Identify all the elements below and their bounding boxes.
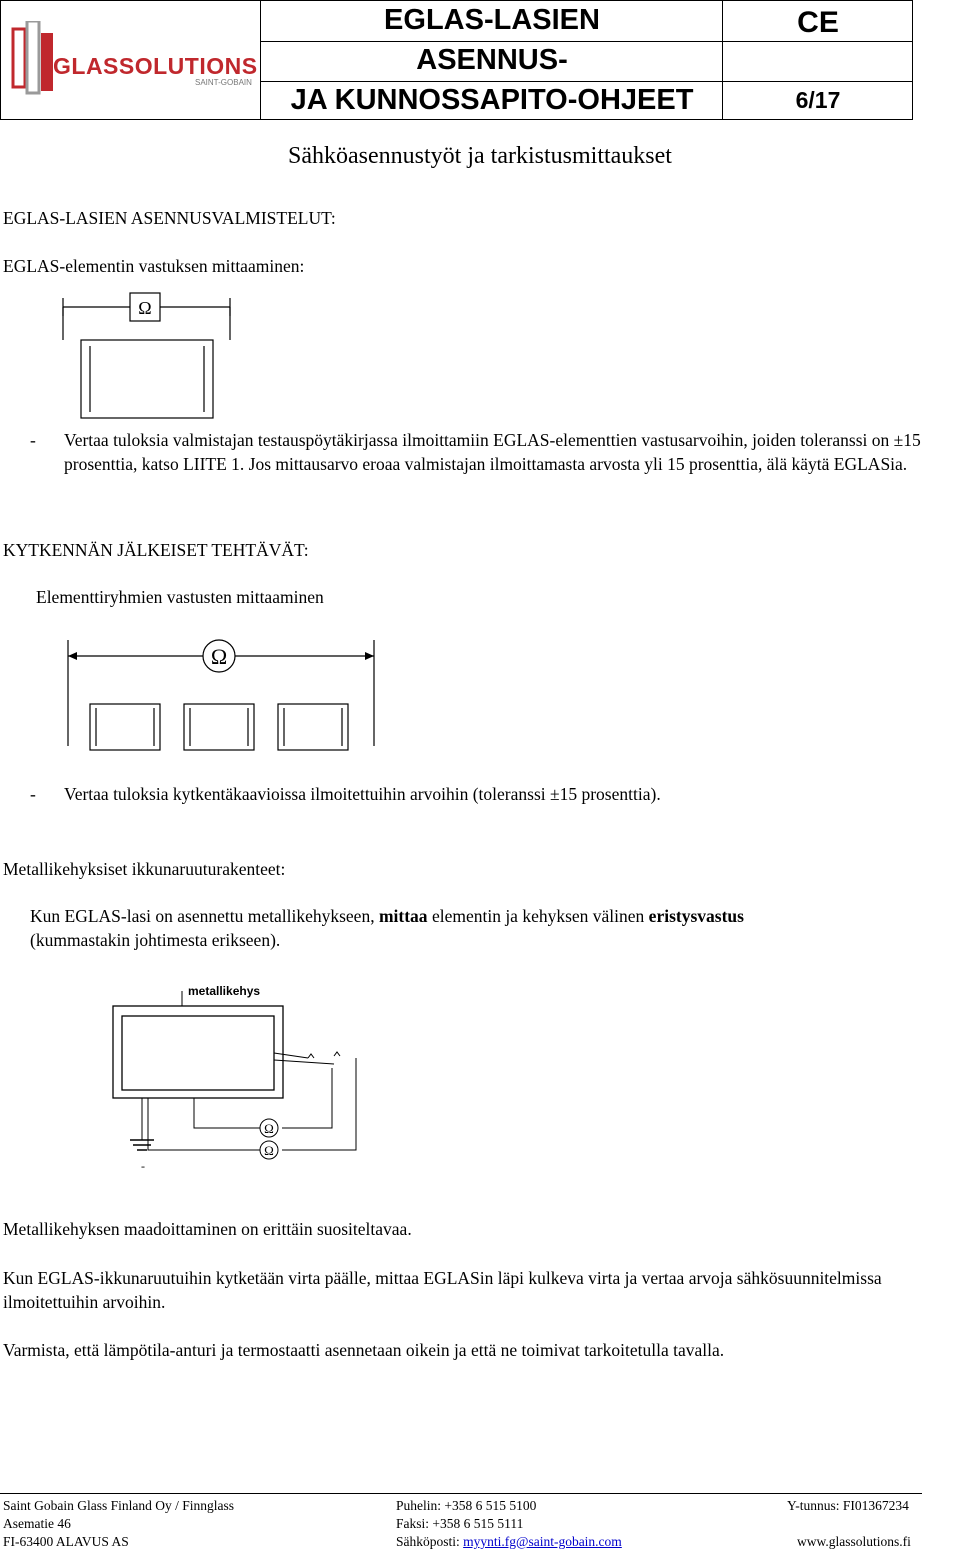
footer-email-link[interactable]: myynti.fg@saint-gobain.com bbox=[463, 1534, 622, 1549]
section1-text: Vertaa tuloksia valmistajan testauspöytäkirjassa ilmoittamiin EGLAS-elementtien vastusarvoihin, joiden toleranssi on ±15 prosenttia, katso LIITE 1. Jos mittausarvo eroaa valmistajan ilmoittamasta arvosta yli 15 prosenttia, älä käytä EGLASia. bbox=[64, 430, 921, 474]
footer-address: Asematie 46 bbox=[3, 1516, 71, 1531]
metallikehys-label: metallikehys bbox=[188, 984, 261, 998]
footer-phone: Puhelin: +358 6 515 5100 bbox=[396, 1498, 537, 1513]
section3-text: Kun EGLAS-lasi on asennettu metallikehykseen, mittaa elementin ja kehyksen välinen eristysvastus bbox=[30, 906, 744, 926]
section1-subheading: EGLAS-elementin vastuksen mittaaminen: bbox=[3, 256, 305, 276]
ohm-symbol: Ω bbox=[138, 298, 152, 318]
doc-title-line3: JA KUNNOSSAPITO-OHJEET bbox=[290, 84, 694, 116]
section3-p2: Kun EGLAS-ikkunaruutuihin kytketään virta päälle, mittaa EGLASin läpi kulkeva virta ja vertaa arvoja sähkösuunnitelmissa ilmoitettuihin arvoihin. bbox=[3, 1268, 882, 1312]
section2-text: Vertaa tuloksia kytkentäkaavioissa ilmoitettuihin arvoihin (toleranssi ±15 prosenttia). bbox=[64, 784, 661, 804]
section3-heading: Metallikehyksiset ikkunaruuturakenteet: bbox=[3, 859, 286, 879]
footer-email-label: Sähköposti: bbox=[396, 1534, 460, 1549]
group-resistance-diagram bbox=[60, 636, 380, 756]
element-resistance-diagram bbox=[58, 292, 238, 422]
section2-heading: KYTKENNÄN JÄLKEISET TEHTÄVÄT: bbox=[3, 540, 309, 560]
ohm-symbol: Ω bbox=[264, 1121, 274, 1136]
section3-text-cont: (kummastakin johtimesta erikseen). bbox=[30, 930, 281, 950]
doc-title-line1: EGLAS-LASIEN bbox=[384, 4, 600, 36]
logo-cell bbox=[1, 1, 261, 119]
header-divider bbox=[261, 41, 913, 42]
footer-email-row bbox=[396, 1533, 622, 1550]
footer-website[interactable]: www.glassolutions.fi bbox=[797, 1534, 911, 1549]
page-number: 6/17 bbox=[795, 87, 841, 113]
footer-postal: FI-63400 ALAVUS AS bbox=[3, 1534, 129, 1549]
ce-mark-icon bbox=[723, 1, 913, 41]
footer-divider bbox=[0, 1493, 922, 1494]
ce-mark bbox=[723, 1, 913, 41]
bullet-dash: - bbox=[30, 430, 36, 450]
section3-p3: Varmista, että lämpötila-anturi ja termostaatti asennetaan oikein ja että ne toimivat tarkoitetulla tavalla. bbox=[3, 1340, 725, 1360]
ohm-symbol: Ω bbox=[210, 644, 228, 669]
logo-text: GLASSOLUTIONS bbox=[53, 53, 258, 79]
document-header bbox=[0, 0, 913, 120]
footer-business-id: Y-tunnus: FI01367234 bbox=[787, 1498, 909, 1513]
logo-subtext: SAINT-GOBAIN bbox=[195, 78, 252, 87]
metal-frame-diagram bbox=[108, 978, 368, 1178]
ce-mark-text: CE bbox=[797, 6, 839, 39]
section3-p1: Metallikehyksen maadoittaminen on erittäin suositeltavaa. bbox=[3, 1219, 412, 1239]
page-subtitle: Sähköasennustyöt ja tarkistusmittaukset bbox=[288, 143, 672, 169]
bullet-dash: - bbox=[30, 784, 36, 804]
footer-company: Saint Gobain Glass Finland Oy / Finnglass bbox=[3, 1498, 235, 1513]
ohm-symbol: Ω bbox=[264, 1143, 274, 1158]
doc-title-line2: ASENNUS- bbox=[416, 44, 568, 76]
ground-minus: - bbox=[141, 1159, 145, 1173]
footer-fax: Faksi: +358 6 515 5111 bbox=[396, 1516, 524, 1531]
section2-subheading: Elementtiryhmien vastusten mittaaminen bbox=[36, 587, 324, 607]
section1-heading: EGLAS-LASIEN ASENNUSVALMISTELUT: bbox=[3, 208, 336, 228]
